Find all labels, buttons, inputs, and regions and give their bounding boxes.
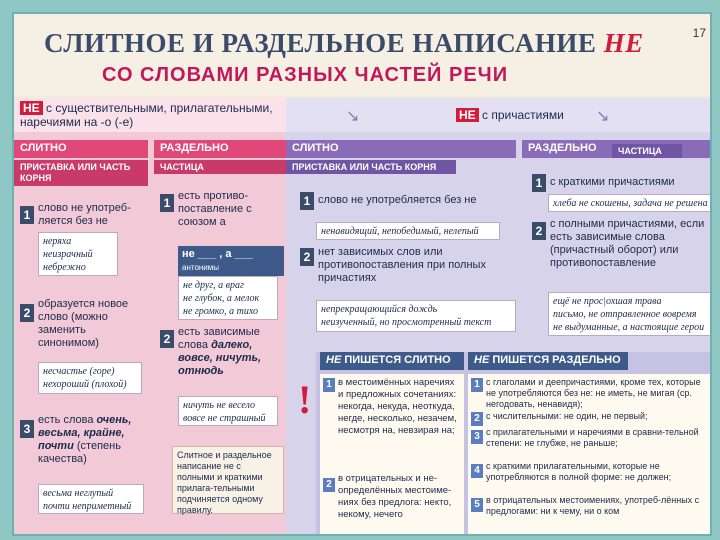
section-participles [286,98,712,536]
list-number: 1 [471,378,483,392]
page-title [44,28,644,59]
example: неизученный, но просмотренный текст [321,317,492,328]
lower-header-text: ПИШЕТСЯ РАЗДЕЛЬНО [489,354,621,366]
title-main: СЛИТНОЕ И РАЗДЕЛЬНОЕ НАПИСАНИЕ [44,28,597,58]
list-number: 4 [471,464,483,478]
lower-col-slitno [320,374,464,534]
example: нехороший (плохой) [43,379,127,390]
col-razdelno-sub: ЧАСТИЦА [154,160,286,174]
rule-number: 2 [532,222,546,240]
scheme-note: антонимы [182,263,220,272]
ne-badge: НЕ [20,101,43,115]
page-subtitle: СО СЛОВАМИ РАЗНЫХ ЧАСТЕЙ РЕЧИ [102,64,509,86]
list-item: с числительными: не один, не первый; [486,411,648,421]
ne-badge: НЕ [456,108,479,122]
list-number: 5 [471,498,483,512]
example: почти неприметный [43,501,132,512]
list-number: 1 [323,378,335,392]
col-slitno-title: СЛИТНО [286,140,516,158]
list-item: с глаголами и деепричастиями, кроме тех, которые не употребляются без не: не иметь, не мигая (ср. негодовать, ненавидя); [486,377,701,409]
col-razdelno-title: РАЗДЕЛЬНО [522,140,712,158]
antonym-scheme [178,246,284,276]
rule-text: слово не употреб-ляется без не [38,202,131,227]
rule-number: 1 [20,206,34,224]
rule-number: 3 [20,420,34,438]
example-box [178,276,278,320]
lower-col-razdelno [468,374,712,534]
rule-text-b: далеко, вовсе, ничуть, отнюдь [178,339,262,377]
list-number: 2 [323,478,335,492]
rule-text: с краткими причастиями [550,176,675,188]
rule-number: 1 [532,174,546,192]
lower-header-text: ПИШЕТСЯ СЛИТНО [341,354,451,366]
example: неряха [43,236,72,247]
rule-text-b: очень, весьма, крайне, почти [38,414,132,452]
rule-text: с полными причастиями, если есть зависимые слова (причастный оборот) или противопоставление [550,218,705,269]
rule-text-a: есть зависимые слова [178,326,260,351]
list-number: 2 [471,412,483,426]
col-slitno-sub: ПРИСТАВКА ИЛИ ЧАСТЬ КОРНЯ [14,160,148,186]
rule-text-a: есть слова [38,414,94,426]
example-box [38,362,142,394]
example-box [548,292,712,336]
example: вовсе не страшный [183,413,266,424]
example: весьма неглупый [43,488,114,499]
rule-number: 1 [160,194,174,212]
rule-text: слово не употребляется без не [318,194,477,206]
rule-text: есть противо-поставление с союзом а [178,190,252,228]
list-item: с прилагательными и наречиями в сравни-тельной степени: не глубже, не раньше; [486,427,699,448]
rule-number: 2 [160,330,174,348]
exclamation-icon: ! [298,377,312,422]
poster [12,12,712,536]
section-header-text: с причастиями [478,108,564,122]
note-box: Слитное и раздельное написание не с полными и краткими прилага-тельными подчиняется одному правилу. [172,446,284,514]
page-number: 17 [692,26,706,40]
example: не друг, а враг [183,280,244,291]
lower-block [316,352,712,536]
rule-number: 2 [20,304,34,322]
example: неизрачный [43,249,93,260]
example: не выдуманные, а настоящие герои [553,322,705,333]
col-razdelno-sub: ЧАСТИЦА [612,144,682,158]
col-razdelno-title: РАЗДЕЛЬНО [154,140,286,158]
col-slitno-sub: ПРИСТАВКА ИЛИ ЧАСТЬ КОРНЯ [286,160,456,174]
example: небрежно [43,262,86,273]
example-box [38,484,144,514]
lower-header-razdelno [468,352,628,370]
list-item: в отрицательных и не-определённых местоиме-ниях без предлога: некто, некому, нечего [338,473,452,520]
example: письмо, не отправленное вовремя [553,309,697,320]
list-item: в отрицательных местоимениях, употреб-лённых с предлогами: ни к чему, ни о ком [486,495,700,516]
arrow-down-icon: ↘ [596,108,610,125]
example: не громко, а тихо [183,306,259,317]
example: непрекращающийся дождь [321,304,438,315]
ne-label: НЕ [474,354,490,366]
section-header [14,98,286,132]
example-box: хлеба не скошены, задача не решена [548,194,712,212]
poster-header [14,14,712,96]
example: ещё не прос|охшая трава [553,296,662,307]
title-ne: НЕ [603,28,644,58]
lower-header-slitno [320,352,464,370]
example-box [316,300,516,332]
col-slitno-title: СЛИТНО [14,140,148,158]
rule-text [38,414,148,466]
example-box: ненавидящий, непобедимый, нелепый [316,222,500,240]
example-box [38,232,118,276]
rule-text-c: (степень качества) [38,440,121,465]
list-number: 3 [471,430,483,444]
rule-text: образуется новое слово (можно заменить синонимом) [38,298,129,349]
section-header-text: с существительными, прилагательными, наречиями на -о (-е) [20,101,273,129]
list-item: в местоимённых наречиях и предложных сочетаниях: некогда, некуда, неоткуда, негде, несколько, незачем, несмотря на, невзирая на; [338,377,457,436]
rule-text: нет зависимых слов или противопоставления при полных причастиях [318,246,486,284]
example: не глубок, а мелок [183,293,260,304]
example-box [178,396,278,426]
section-nouns-adjectives [14,98,286,536]
rule-number: 1 [300,192,314,210]
example: несчастье (горе) [43,366,115,377]
rule-number: 2 [300,248,314,266]
example: ничуть не весело [183,400,255,411]
list-item: с краткими прилагательными, которые не употребляются в полной форме: не должен; [486,461,672,482]
arrow-down-icon: ↘ [346,108,360,125]
scheme: не ___ , а ___ [182,248,253,260]
rule-text [178,326,284,378]
ne-label: НЕ [326,354,342,366]
